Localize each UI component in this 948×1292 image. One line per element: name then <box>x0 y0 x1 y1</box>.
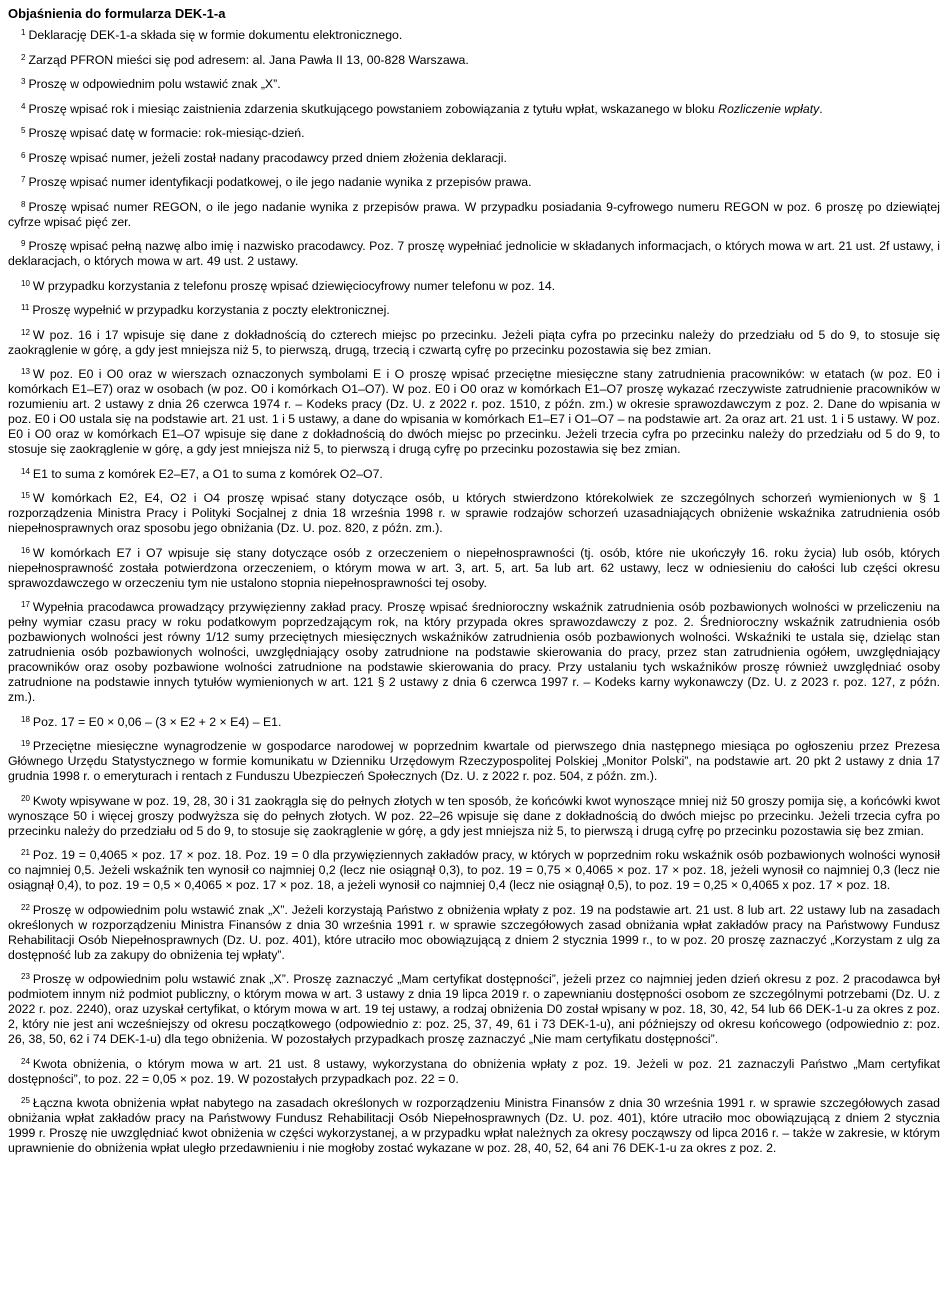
footnote-text: Łączna kwota obniżenia wpłat nabytego na zasadach określonych w rozporządzeniu Ministra Finansów z dnia 30 września 1991 r. w sprawie szczegółowych zasad obniżania wpłat zakładów pracy na Państwowy Fundusz Rehabilitacji Osób Niepełnosprawnych (Dz. U. poz. 401), które utraciło moc obowiązującą z dniem 2 stycznia 1999 r. Proszę nie uwzględniać kwot obniżenia w części wykorzystanej, a w przypadku wpłat należnych za okresy począwszy od lipca 2016 r. – także w zakresie, w którym uprawnienie do obniżenia wpłat uległo przedawnieniu i nie mogłoby zostać wykazane w poz. 28, 40, 52, 64 ani 76 DEK-1-u za okres z poz. 2. <box>8 1096 940 1155</box>
footnote-8 <box>8 200 940 230</box>
footnote-number: 17 <box>21 600 30 609</box>
footnote-text: Proszę w odpowiednim polu wstawić znak „X”. Proszę zaznaczyć „Mam certyfikat dostępności”, jeżeli przez co najmniej jeden dzień okresu z poz. 2 pracodawca był podmiotem innym niż podmiot publiczny, o którym mowa w art. 3 ustawy z dnia 19 lipca 2019 r. o zapewnianiu dostępności osobom ze szczególnymi potrzebami (Dz. U. z 2022 r. poz. 2240), oraz uzyskał certyfikat, o którym mowa w art. 19 tej ustawy, a rodzaj obniżenia D0 został wpisany w poz. 18, 30, 42, 54 lub 66 DEK-1-u za okres z poz. 2, który nie jest ani wcześniejszy od okresu początkowego (odpowiednio z: poz. 25, 37, 49, 61 i 73 DEK-1-u), ani późniejszy od okresu końcowego (odpowiednio z: poz. 26, 38, 50, 62 i 74 DEK-1-u) dla tego obniżenia. W pozostałych przypadkach proszę zaznaczyć „Nie mam certyfikatu dostępności”. <box>8 972 940 1046</box>
footnote-number: 13 <box>21 367 30 376</box>
footnote-number: 24 <box>21 1056 30 1066</box>
footnote-number: 25 <box>21 1096 30 1105</box>
footnote-text: Proszę wpisać numer REGON, o ile jego nadanie wynika z przepisów prawa. W przypadku posiadania 9-cyfrowego numeru REGON w poz. 6 proszę po dziewiątej cyfrze wpisać pięć zer. <box>8 199 940 229</box>
footnote-text: Proszę wpisać numer, jeżeli został nadany pracodawcy przed dniem złożenia deklaracji. <box>28 150 507 165</box>
footnote-20 <box>8 794 940 839</box>
footnote-text-tail: . <box>819 101 823 116</box>
footnote-2 <box>8 53 940 68</box>
footnote-text: Zarząd PFRON mieści się pod adresem: al. Jana Pawła II 13, 00-828 Warszawa. <box>28 52 469 67</box>
footnote-number: 7 <box>21 175 26 184</box>
footnote-text: Proszę wpisać datę w formacie: rok-miesiąc-dzień. <box>28 126 305 140</box>
footnote-text: Poz. 17 = E0 × 0,06 – (3 × E2 + 2 × E4) – E1. <box>32 714 282 729</box>
footnote-text: Wypełnia pracodawca prowadzący przywięzienny zakład pracy. Proszę wpisać średnioroczny wskaźnik zatrudnienia osób pozbawionych wolności w przeliczeniu na pełny wymiar czasu pracy w roku podatkowym poprzedzającym rok, na który przypada okres sprawozdawczy z poz. 2. Średnioroczny wskaźnik zatrudnienia osób pozbawionych wolności jest równy 1/12 sumy przeciętnych miesięcznych wskaźników zatrudnienia osób pozbawionych wolności. Wskaźniki te ustala się, dzieląc stan zatrudnienia osób pozbawionych wolności, uwzględniający osoby zatrudnione na podstawie skierowania do pracy, przez stan zatrudnienia ogółem, uwzględniający pracowników oraz osoby pozbawione wolności zatrudnione na podstawie skierowania do pracy. Przy ustalaniu tych wskaźników proszę również uwzględniać osoby zatrudnione na podstawie innych tytułów wymienionych w art. 121 § 2 ustawy z dnia 6 czerwca 1997 r. – Kodeks karny wykonawczy (Dz. U. z 2023 r. poz. 127, z późn. zm.). <box>8 600 940 704</box>
footnote-number: 22 <box>21 902 30 912</box>
footnote-text: Proszę wpisać rok i miesiąc zaistnienia zdarzenia skutkującego powstaniem zobowiązania z tytułu wpłat, wskazanego w bloku <box>28 101 719 116</box>
footnote-19 <box>8 739 940 784</box>
footnote-number: 8 <box>21 199 26 209</box>
footnote-number: 20 <box>21 793 30 803</box>
footnote-23 <box>8 972 940 1047</box>
footnote-text: Przeciętne miesięczne wynagrodzenie w gospodarce narodowej w poprzednim kwartale od pierwszego dnia następnego miesiąca po ogłoszeniu przez Prezesa Głównego Urzędu Statystycznego w formie komunikatu w Dzienniku Urzędowym Rzeczypospolitej Polskiej „Monitor Polski”, na podstawie art. 20 pkt 2 ustawy z dnia 17 grudnia 1998 r. o emeryturach i rentach z Funduszu Ubezpieczeń Społecznych (Dz. U. z 2022 r. poz. 504, z późn. zm.). <box>8 739 940 783</box>
footnote-number: 4 <box>21 101 26 111</box>
footnote-text: Proszę wypełnić w przypadku korzystania z poczty elektronicznej. <box>32 303 390 317</box>
footnote-text: W przypadku korzystania z telefonu proszę wpisać dziewięciocyfrowy numer telefonu w poz. 14. <box>32 278 556 293</box>
footnote-number: 10 <box>21 278 30 288</box>
footnote-text: E1 to suma z komórek E2–E7, a O1 to suma z komórek O2–O7. <box>32 466 383 481</box>
footnote-15 <box>8 491 940 536</box>
footnote-number: 14 <box>21 466 30 476</box>
footnote-text: Proszę wpisać numer identyfikacji podatkowej, o ile jego nadanie wynika z przepisów prawa. <box>28 175 532 189</box>
footnote-17 <box>8 600 940 705</box>
footnote-number: 12 <box>21 327 30 337</box>
footnote-number: 1 <box>21 28 26 37</box>
footnote-18 <box>8 715 940 730</box>
footnote-number: 16 <box>21 545 30 555</box>
footnote-number: 9 <box>21 239 26 248</box>
footnote-text: W poz. 16 i 17 wpisuje się dane z dokładnością do czterech miejsc po przecinku. Jeżeli piąta cyfra po przecinku należy do przedziału od 5 do 9, to stosuje się zaokrąglenie w górę, a gdy jest mniejsza niż 5, to pierwszą, drugą, trzecią i czwartą cyfrę po przecinku pozostawia się bez zmian. <box>8 327 940 357</box>
footnote-16 <box>8 546 940 591</box>
footnote-text: Proszę w odpowiednim polu wstawić znak „X”. <box>28 77 281 91</box>
footnote-25 <box>8 1096 940 1156</box>
footnote-9 <box>8 239 940 269</box>
footnote-1 <box>8 28 940 43</box>
footnote-number: 19 <box>21 739 30 748</box>
footnote-number: 5 <box>21 126 26 135</box>
footnote-6 <box>8 151 940 166</box>
footnote-24 <box>8 1057 940 1087</box>
footnote-11 <box>8 303 940 318</box>
footnote-text: Proszę w odpowiednim polu wstawić znak „X”. Jeżeli korzystają Państwo z obniżenia wpłaty z poz. 19 na podstawie art. 21 ust. 8 lub art. 22 ustawy lub na zasadach określonych w rozporządzeniu Ministra Finansów z dnia 30 września 1991 r. w sprawie szczegółowych zasad obniżania wpłat zakładów pracy na Państwowy Fundusz Rehabilitacji Osób Niepełnosprawnych (Dz. U. poz. 401), które utraciło moc obowiązującą z dniem 2 stycznia 1999 r., to w poz. 20 proszę zaznaczyć „Korzystam z ulg za dostępność lub za zakupy do obniżenia tej wpłaty”. <box>8 902 940 962</box>
footnote-10 <box>8 279 940 294</box>
footnote-number: 15 <box>21 491 30 500</box>
footnote-7 <box>8 175 940 190</box>
footnote-12 <box>8 328 940 358</box>
footnote-text: Proszę wpisać pełną nazwę albo imię i nazwisko pracodawcy. Poz. 7 proszę wypełniać jednolicie w składanych informacjach, o których mowa w art. 21 ust. 2f ustawy, i deklaracjach, o których mowa w art. 49 ust. 2 ustawy. <box>8 239 940 268</box>
footnote-4 <box>8 102 940 117</box>
footnote-text: Kwota obniżenia, o którym mowa w art. 21 ust. 8 ustawy, wykorzystana do obniżenia wpłaty z poz. 19. Jeżeli w poz. 21 zaznaczyli Państwo „Mam certyfikat dostępności”, to poz. 22 = 0,05 × poz. 19. W pozostałych przypadkach poz. 22 = 0. <box>8 1056 940 1086</box>
footnote-text: W komórkach E2, E4, O2 i O4 proszę wpisać stany dotyczące osób, u których stwierdzono którekolwiek ze szczególnych schorzeń wymienionych w § 1 rozporządzenia Ministra Pracy i Polityki Socjalnej z dnia 18 września 1998 r. w sprawie rodzajów schorzeń uzasadniających obniżenie wskaźnika zatrudnienia osób niepełnosprawnych oraz sposobu jego obniżania (Dz. U. poz. 820, z późn. zm.). <box>8 491 940 535</box>
footnote-text: Poz. 19 = 0,4065 × poz. 17 × poz. 18. Poz. 19 = 0 dla przywięziennych zakładów pracy, w których w poprzednim roku wskaźnik osób pozbawionych wolności wynosił co najmniej 0,5. Jeżeli wskaźnik ten wynosił co najmniej 0,2 (lecz nie osiągnął 0,3), to poz. 19 = 0,75 × 0,4065 × poz. 17 × poz. 18, jeżeli wynosił co najmniej 0,3 (lecz nie osiągnął 0,4), to poz. 19 = 0,5 × 0,4065 × poz. 17 × poz. 18, a jeżeli wynosił co najmniej 0,4 (lecz nie osiągnął 0,5), to poz. 19 = 0,25 × 0,4065 x poz. 17 × poz. 18. <box>8 848 940 892</box>
footnote-number: 21 <box>21 848 30 857</box>
footnote-text: Deklarację DEK-1-a składa się w formie dokumentu elektronicznego. <box>28 28 403 42</box>
footnote-22 <box>8 903 940 963</box>
footnote-number: 2 <box>21 52 26 62</box>
footnote-3 <box>8 77 940 92</box>
footnote-5 <box>8 126 940 141</box>
footnote-number: 3 <box>21 77 26 86</box>
footnote-number: 23 <box>21 972 30 981</box>
footnote-14 <box>8 467 940 482</box>
footnote-number: 11 <box>21 303 30 312</box>
notes-list <box>8 28 940 1156</box>
footnote-text: W poz. E0 i O0 oraz w wierszach oznaczonych symbolami E i O proszę wpisać przeciętne miesięczne stany zatrudnienia pracowników: w etatach (w poz. E0 i komórkach E1–E7) oraz w osobach (w poz. O0 i komórkach O1–O7). W poz. E0 i O0 oraz w komórkach E1–O7 proszę wykazać rzeczywiste zatrudnienie pracowników w rozumieniu art. 2 ustawy z dnia 26 czerwca 1974 r. – Kodeks pracy (Dz. U. z 2022 r. poz. 1510, z późn. zm.) w okresie sprawozdawczym z poz. 2. Dane do wpisania w poz. E0 i O0 ustala się na podstawie art. 21 ust. 1 i 5 ustawy, a dane do wpisania w komórkach E1–E7 i O1–O7 – na podstawie art. 2a oraz art. 21 ust. 1 i 5 ustawy. W poz. E0 i O0 oraz w komórkach E1–O7 wpisuje się dane z dokładnością do dwóch miejsc po przecinku. Jeżeli trzecia cyfra po przecinku należy do przedziału od 5 do 9, to stosuje się zaokrąglenie w górę, a gdy jest mniejsza niż 5, to pierwszą i drugą cyfrę po przecinku pozostawia się bez zmian. <box>8 367 940 456</box>
footnote-text: Kwoty wpisywane w poz. 19, 28, 30 i 31 zaokrągla się do pełnych złotych w ten sposób, że końcówki kwot wynoszące mniej niż 50 groszy pomija się, a końcówki kwot wynoszące 50 i więcej groszy podwyższa się do pełnych złotych. W poz. 22–26 wpisuje się dane z dokładnością do dwóch miejsc po przecinku. Jeżeli trzecia cyfra po przecinku należy do przedziału od 5 do 9, to stosuje się zaokrąglenie w górę, a gdy jest mniejsza niż 5, to pierwszą i drugą cyfrę po przecinku pozostawia się bez zmian. <box>8 793 940 838</box>
footnote-number: 6 <box>21 150 26 160</box>
footnote-emphasis: Rozliczenie wpłaty <box>718 101 820 116</box>
footnote-text: W komórkach E7 i O7 wpisuje się stany dotyczące osób z orzeczeniem o niepełnosprawności (tj. osób, które nie ukończyły 16. roku życia) lub osób, których niepełnosprawność została potwierdzona orzeczeniem, o którym mowa w art. 3, art. 5, art. 5a lub art. 62 ustawy, lecz w odniesieniu do całości lub części okresu sprawozdawczego w orzeczeniu tym nie ustalono stopnia niepełnosprawności tej osoby. <box>8 545 940 590</box>
footnote-number: 18 <box>21 714 30 724</box>
footnote-21 <box>8 848 940 893</box>
footnote-13 <box>8 367 940 457</box>
document-title: Objaśnienia do formularza DEK-1-a <box>8 6 226 21</box>
